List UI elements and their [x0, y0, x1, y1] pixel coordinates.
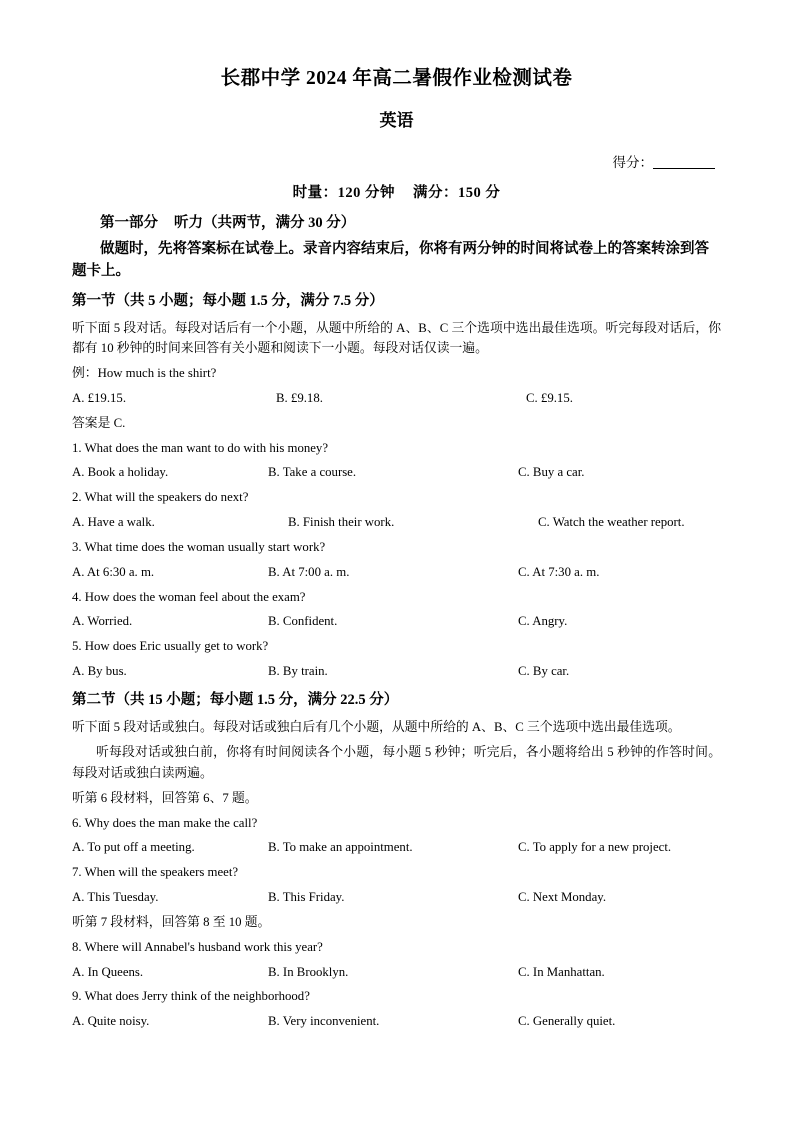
option-a: A. Worried. — [72, 614, 133, 629]
option-a: A. This Tuesday. — [72, 890, 159, 905]
example-answer: 答案是 C. — [72, 415, 126, 430]
part-one-instruction: 做题时，先将答案标在试卷上。录音内容结束后，你将有两分钟的时间将试卷上的答案转涂到答题卡上。 — [72, 241, 709, 280]
option-b: B. By train. — [268, 664, 328, 679]
question-stem: 1. What does the man want to do with his money? — [72, 440, 329, 455]
section-two-directions-line1: 听下面 5 段对话或独白。每段对话或独白后有几个小题，从题中所给的 A、B、C 三个选项中选出最佳选项。 — [72, 719, 681, 734]
question-options — [72, 563, 721, 583]
example-question: 例：How much is the shirt? — [72, 366, 217, 381]
option-b: B. Finish their work. — [288, 515, 395, 530]
part-one-heading — [72, 211, 721, 232]
subject-title: 英语 — [379, 111, 414, 130]
score-label: 得分： — [612, 155, 653, 170]
section-one-directions: 听下面 5 段对话。每段对话后有一个小题，从题中所给的 A、B、C 三个选项中选出最佳选项。听完每段对话后，你都有 10 秒钟的时间来回答有关小题和阅读下一小题。每段对话仅读一遍。 — [72, 320, 721, 356]
option-c: C. Buy a car. — [518, 465, 585, 480]
question-stem: 8. Where will Annabel's husband work this year? — [72, 939, 323, 954]
option-b: B. Take a course. — [268, 465, 357, 480]
question-stem: 5. How does Eric usually get to work? — [72, 639, 269, 654]
option-a: A. By bus. — [72, 664, 127, 679]
option-a: A. To put off a meeting. — [72, 840, 195, 855]
section-one-heading: 第一节（共 5 小题；每小题 1.5 分，满分 7.5 分） — [72, 292, 384, 309]
question-stem: 4. How does the woman feel about the exam? — [72, 589, 306, 604]
question-options — [72, 463, 721, 483]
exam-total-score: 满分：150 分 — [413, 185, 501, 201]
option-c: C. To apply for a new project. — [518, 840, 672, 855]
example-option-b: B. £9.18. — [276, 390, 323, 405]
exam-meta — [72, 181, 721, 202]
option-b: B. This Friday. — [268, 890, 345, 905]
question-options — [72, 612, 721, 632]
question-stem: 9. What does Jerry think of the neighborhood? — [72, 989, 310, 1004]
option-b: B. To make an appointment. — [268, 840, 413, 855]
material-six-note: 听第 6 段材料，回答第 6、7 题。 — [72, 790, 258, 805]
question-options — [72, 838, 721, 858]
page-title: 长郡中学 2024 年高二暑假作业检测试卷 — [220, 68, 573, 89]
example-option-c: C. £9.15. — [526, 390, 573, 405]
part-one-label: 第一部分 — [100, 215, 158, 231]
question-options — [72, 963, 721, 983]
option-c: C. By car. — [518, 664, 570, 679]
score-blank — [653, 168, 715, 169]
option-c: C. In Manhattan. — [518, 964, 605, 979]
question-stem: 6. Why does the man make the call? — [72, 815, 258, 830]
part-one-name: 听力（共两节，满分 30 分） — [174, 215, 356, 231]
option-c: C. Watch the weather report. — [538, 515, 685, 530]
option-b: B. Confident. — [268, 614, 338, 629]
exam-duration: 时量：120 分钟 — [292, 185, 395, 201]
example-options — [72, 389, 721, 409]
question-options — [72, 1012, 721, 1032]
option-c: C. At 7:30 a. m. — [518, 564, 600, 579]
question-stem: 3. What time does the woman usually start work? — [72, 539, 326, 554]
option-c: C. Next Monday. — [518, 890, 607, 905]
option-b: B. At 7:00 a. m. — [268, 564, 350, 579]
option-a: A. Have a walk. — [72, 515, 155, 530]
section-two-directions-line2: 听每段对话或独白前，你将有时间阅读各个小题，每小题 5 秒钟；听完后，各小题将给出 5 秒钟的作答时间。每段对话或独白读两遍。 — [72, 745, 721, 781]
option-a: A. Book a holiday. — [72, 465, 169, 480]
question-options — [72, 513, 721, 533]
option-b: B. In Brooklyn. — [268, 964, 349, 979]
score-field — [72, 151, 721, 171]
option-a: A. Quite noisy. — [72, 1014, 150, 1029]
question-options — [72, 662, 721, 682]
option-a: A. In Queens. — [72, 964, 144, 979]
option-b: B. Very inconvenient. — [268, 1014, 380, 1029]
question-stem: 7. When will the speakers meet? — [72, 865, 239, 880]
option-a: A. At 6:30 a. m. — [72, 564, 155, 579]
option-c: C. Generally quiet. — [518, 1014, 616, 1029]
section-two-heading: 第二节（共 15 小题；每小题 1.5 分，满分 22.5 分） — [72, 691, 399, 708]
material-seven-note: 听第 7 段材料，回答第 8 至 10 题。 — [72, 914, 271, 929]
option-c: C. Angry. — [518, 614, 568, 629]
question-stem: 2. What will the speakers do next? — [72, 490, 249, 505]
example-option-a: A. £19.15. — [72, 390, 127, 405]
question-options — [72, 888, 721, 908]
